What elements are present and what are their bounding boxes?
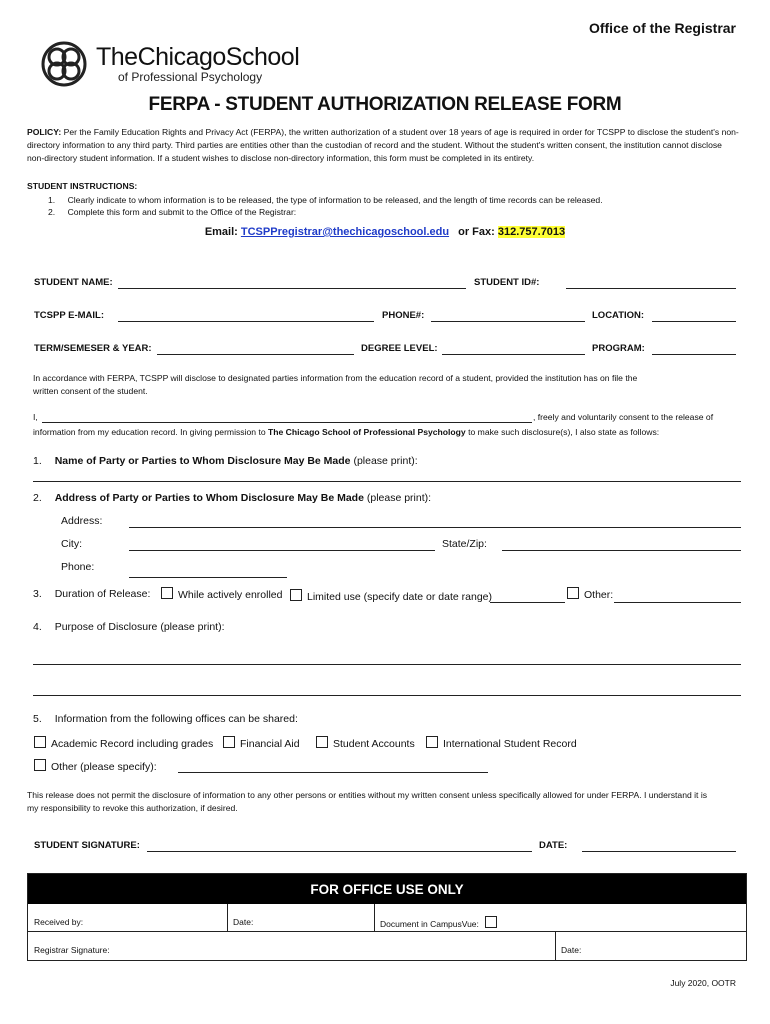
- signature-date-label: DATE:: [539, 840, 568, 851]
- option-label: Other (please specify):: [51, 761, 157, 773]
- program-label: PROGRAM:: [592, 343, 645, 354]
- office-option-accounts[interactable]: [316, 736, 415, 750]
- checkbox[interactable]: [223, 736, 235, 748]
- student-name-label: STUDENT NAME:: [34, 277, 113, 288]
- consent-paragraph: [33, 426, 753, 439]
- checkbox[interactable]: [567, 587, 579, 599]
- option-label: Student Accounts: [333, 738, 415, 750]
- option-label: While actively enrolled: [178, 589, 283, 601]
- office-option-academic[interactable]: [34, 736, 213, 750]
- registrar-email-link[interactable]: TCSPPregistrar@thechicagoschool.edu: [240, 226, 450, 238]
- question-heading: Address of Party or Parties to Whom Disclosure May Be Made: [54, 492, 364, 504]
- question-heading: Duration of Release:: [54, 588, 151, 600]
- other-office-field[interactable]: [178, 772, 488, 773]
- office-heading: Office of the Registrar: [588, 20, 736, 36]
- divider: [374, 904, 375, 931]
- office-option-financial-aid[interactable]: [223, 736, 300, 750]
- location-field[interactable]: [652, 321, 736, 322]
- signature-label: STUDENT SIGNATURE:: [34, 840, 140, 851]
- question-1: [33, 455, 418, 467]
- signature-field[interactable]: [147, 851, 532, 852]
- checkbox[interactable]: [34, 736, 46, 748]
- instruction-number: 1.: [48, 195, 56, 205]
- campusvue-label: [380, 916, 502, 929]
- option-label: Academic Record including grades: [51, 738, 214, 750]
- purpose-field[interactable]: [33, 664, 741, 665]
- email-label: Email:: [204, 226, 238, 238]
- duration-option-other[interactable]: [567, 587, 613, 601]
- accordance-paragraph: In accordance with FERPA, TCSPP will disclose to designated parties information from the education record of a student, provided the institution has on file the written consent of the student.: [33, 373, 638, 396]
- question-5: [33, 713, 298, 725]
- duration-option-enrolled[interactable]: [161, 587, 282, 601]
- policy-paragraph: [27, 126, 739, 165]
- question-number: 4.: [33, 621, 42, 633]
- school-name: The Chicago School of Professional Psychology: [268, 427, 466, 437]
- question-hint: (please print):: [366, 492, 432, 504]
- campusvue-checkbox[interactable]: [485, 916, 497, 928]
- degree-field[interactable]: [442, 354, 585, 355]
- question-number: 2.: [33, 492, 42, 504]
- office-use-heading: FOR OFFICE USE ONLY: [28, 874, 746, 904]
- question-heading: Name of Party or Parties to Whom Disclosure May Be Made: [54, 455, 351, 467]
- school-logo: [40, 40, 299, 88]
- divider: [227, 904, 228, 931]
- page-title: FERPA - STUDENT AUTHORIZATION RELEASE FORM: [148, 94, 622, 115]
- term-field[interactable]: [157, 354, 354, 355]
- consent-text: information from my education record. In giving permission to: [33, 427, 266, 437]
- party-name-field[interactable]: [33, 481, 741, 482]
- email-field[interactable]: [118, 321, 374, 322]
- divider: [555, 931, 556, 960]
- phone2-label: Phone:: [61, 561, 95, 573]
- instructions-heading: STUDENT INSTRUCTIONS:: [27, 181, 138, 191]
- option-label: International Student Record: [443, 738, 577, 750]
- checkbox[interactable]: [161, 587, 173, 599]
- contact-line: [0, 226, 770, 238]
- policy-text: Per the Family Education Rights and Privacy Act (FERPA), the written authorization of a student over 18 years of age is required in order for TCSPP to disclose the student's non-directory information to any third party. Third parties are entities other than the custodian of record and the student. Without the student's written consent, the institution cannot disclose non-directory student information. If a student wishes to disclose non-directory information, this form must be completed in its entirety.: [27, 127, 739, 163]
- phone-label: PHONE#:: [382, 310, 425, 321]
- office-option-other[interactable]: [34, 759, 157, 773]
- signature-date-field[interactable]: [582, 851, 736, 852]
- instruction-text: Clearly indicate to whom information is to be released, the type of information to be released, and the length of time records can be released.: [67, 195, 603, 205]
- instruction-text: Complete this form and submit to the Office of the Registrar:: [67, 207, 297, 217]
- checkbox[interactable]: [34, 759, 46, 771]
- question-4: [33, 621, 225, 633]
- checkbox[interactable]: [426, 736, 438, 748]
- student-name-field[interactable]: [118, 288, 466, 289]
- campusvue-text: Document in CampusVue:: [380, 919, 479, 929]
- question-heading: Purpose of Disclosure (please print):: [54, 621, 225, 633]
- limited-use-field[interactable]: [490, 602, 565, 603]
- duration-option-limited[interactable]: [290, 589, 492, 603]
- received-by-label: Received by:: [34, 917, 84, 927]
- phone-field[interactable]: [431, 321, 585, 322]
- release-note: This release does not permit the disclosure of information to any other persons or entities without my written consent unless specifically allowed for under FERPA. I understand it is my responsibility to revoke this authorization, if desired.: [27, 790, 708, 813]
- instruction-number: 2.: [48, 207, 56, 217]
- checkbox[interactable]: [316, 736, 328, 748]
- term-label: TERM/SEMESER & YEAR:: [34, 343, 152, 354]
- question-number: 3.: [33, 588, 42, 600]
- footer-revision: July 2020, OOTR: [670, 978, 736, 988]
- fax-number: 312.757.7013: [497, 226, 566, 238]
- option-label: Other:: [584, 589, 614, 601]
- city-label: City:: [61, 538, 82, 550]
- fax-label: or Fax:: [458, 226, 495, 238]
- consent-text: , freely and voluntarily consent to the release of: [533, 412, 714, 422]
- office-option-international[interactable]: [426, 736, 577, 750]
- option-label: Limited use (specify date or date range): [307, 591, 493, 603]
- student-id-field[interactable]: [566, 288, 736, 289]
- question-number: 1.: [33, 455, 42, 467]
- knot-logo-icon: [40, 40, 88, 88]
- consent-text: to make such disclosure(s), I also state as follows:: [468, 427, 660, 437]
- logo-subtitle: of Professional Psychology: [118, 70, 263, 84]
- office-date-label: Date:: [233, 917, 254, 927]
- degree-label: DEGREE LEVEL:: [361, 343, 438, 354]
- question-3: [33, 588, 150, 600]
- party-phone-field[interactable]: [129, 577, 287, 578]
- consent-name-field[interactable]: [42, 422, 532, 423]
- registrar-signature-label: Registrar Signature:: [34, 945, 110, 955]
- other-duration-field[interactable]: [614, 602, 741, 603]
- instruction-item: [48, 206, 296, 219]
- state-zip-field[interactable]: [502, 550, 741, 551]
- question-hint: (please print):: [353, 455, 418, 467]
- question-heading: Information from the following offices can be shared:: [54, 713, 298, 725]
- checkbox[interactable]: [290, 589, 302, 601]
- state-zip-label: State/Zip:: [442, 538, 487, 550]
- consent-i: I,: [33, 412, 38, 422]
- city-field[interactable]: [129, 550, 435, 551]
- question-2: [33, 492, 431, 504]
- student-id-label: STUDENT ID#:: [474, 277, 540, 288]
- location-label: LOCATION:: [592, 310, 645, 321]
- option-label: Financial Aid: [240, 738, 300, 750]
- address-label: Address:: [61, 515, 103, 527]
- office-use-box: [27, 873, 747, 961]
- logo-name: TheChicagoSchool: [96, 43, 300, 71]
- office-date2-label: Date:: [561, 945, 582, 955]
- address-field[interactable]: [129, 527, 741, 528]
- program-field[interactable]: [652, 354, 736, 355]
- purpose-field[interactable]: [33, 695, 741, 696]
- policy-label: POLICY:: [27, 127, 62, 137]
- question-number: 5.: [33, 713, 42, 725]
- email-field-label: TCSPP E-MAIL:: [34, 310, 105, 321]
